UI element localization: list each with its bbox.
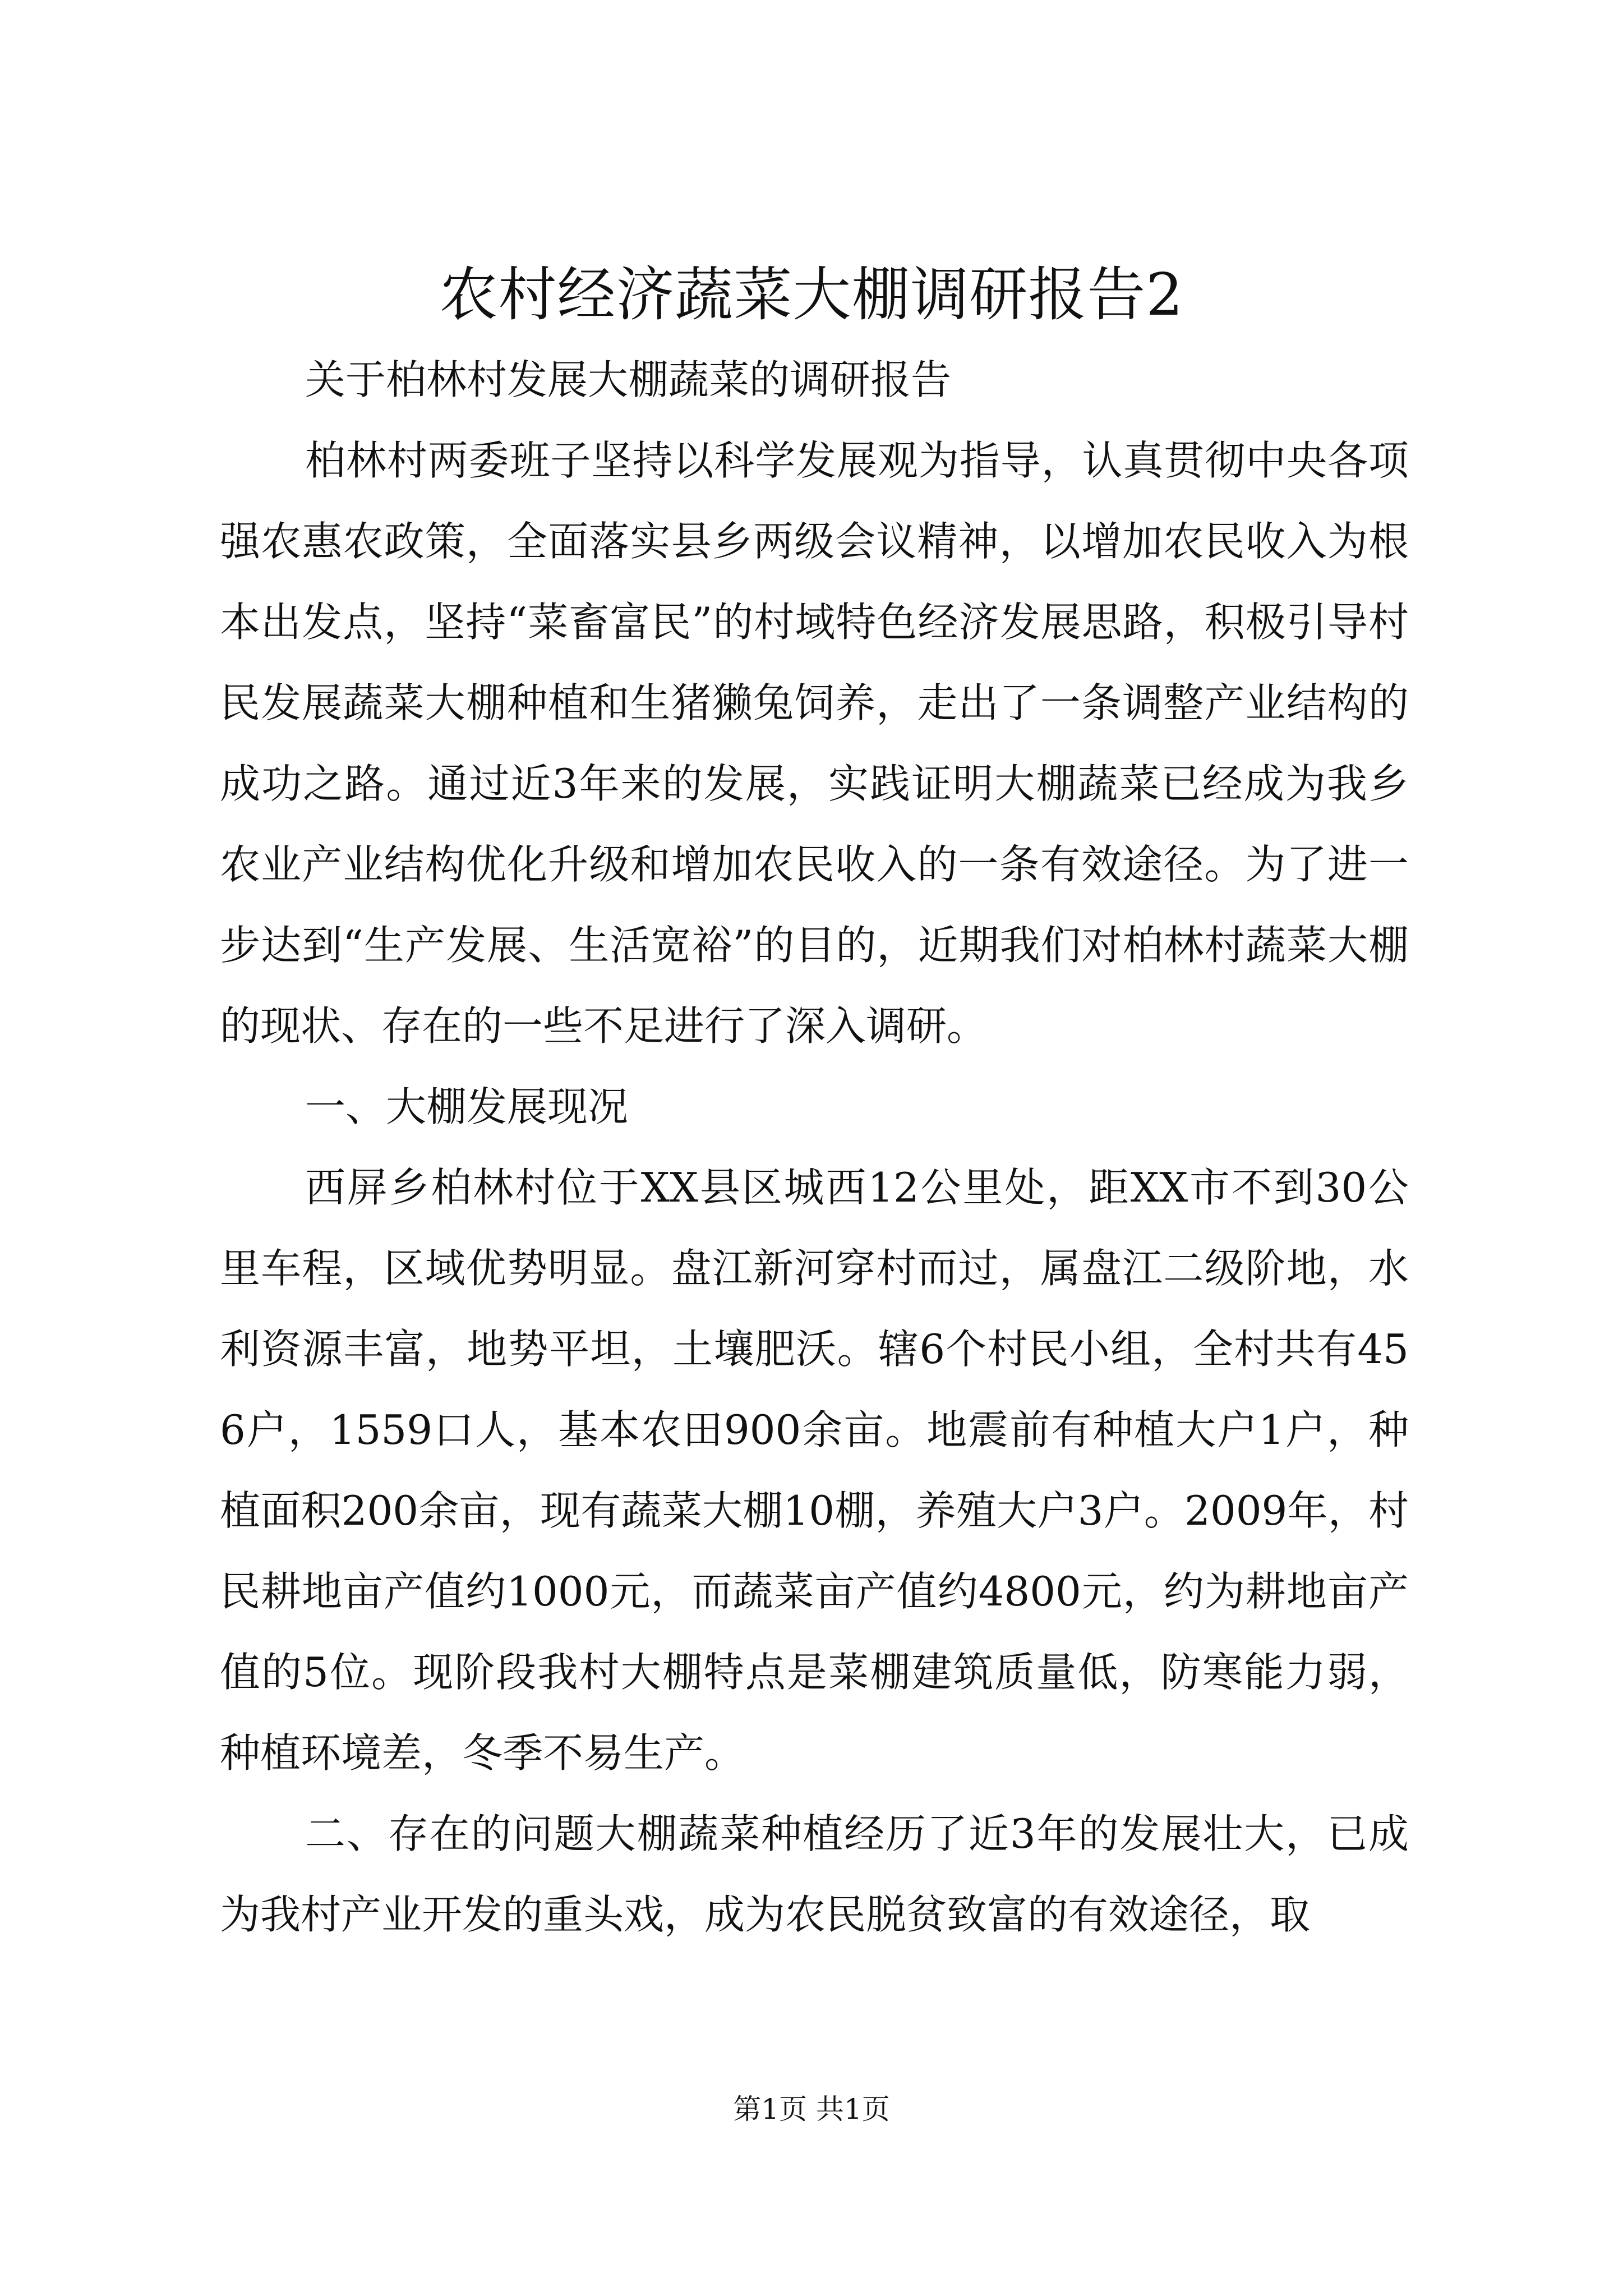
document-title: 农村经济蔬菜大棚调研报告2: [439, 260, 1184, 329]
subtitle-paragraph: 关于柏林村发展大棚蔬菜的调研报告: [305, 356, 952, 403]
page-footer: 第1页 共1页: [733, 2093, 890, 2125]
section-heading-status: 一、大棚发展现况: [305, 1083, 629, 1130]
intro-paragraph: 柏林村两委班子坚持以科学发展观为指导，认真贯彻中央各项强农惠农政策，全面落实县乡两级会议精神，以增加农民收入为根本出发点，坚持“菜畜富民”的村域特色经济发展思路，积极引导村民发展蔬菜大棚种植和生猪獭兔饲养，走出了一条调整产业结构的成功之路。通过近3年来的发展，实践证明大棚蔬菜已经成为我乡农业产业结构优化升级和增加农民收入的一条有效途径。为了进一步达到“生产发展、生活宽裕”的目的，近期我们对柏林村蔬菜大棚的现状、存在的一些不足进行了深入调研。: [220, 437, 1409, 1050]
document-body: [220, 339, 1409, 1955]
problems-paragraph: 二、存在的问题大棚蔬菜种植经历了近3年的发展壮大，已成为我村产业开发的重头戏，成为农民脱贫致富的有效途径，取: [220, 1810, 1409, 1938]
status-paragraph: 西屏乡柏林村位于XX县区城西12公里处，距XX市不到30公里车程，区域优势明显。盘江新河穿村而过，属盘江二级阶地，水利资源丰富，地势平坦，土壤肥沃。辖6个村民小组，全村共有456户，1559口人，基本农田900余亩。地震前有种植大户1户，种植面积200余亩，现有蔬菜大棚10棚，养殖大户3户。2009年，村民耕地亩产值约1000元，而蔬菜亩产值约4800元，约为耕地亩产值的5位。现阶段我村大棚特点是菜棚建筑质量低，防寒能力弱，种植环境差，冬季不易生产。: [220, 1164, 1409, 1777]
